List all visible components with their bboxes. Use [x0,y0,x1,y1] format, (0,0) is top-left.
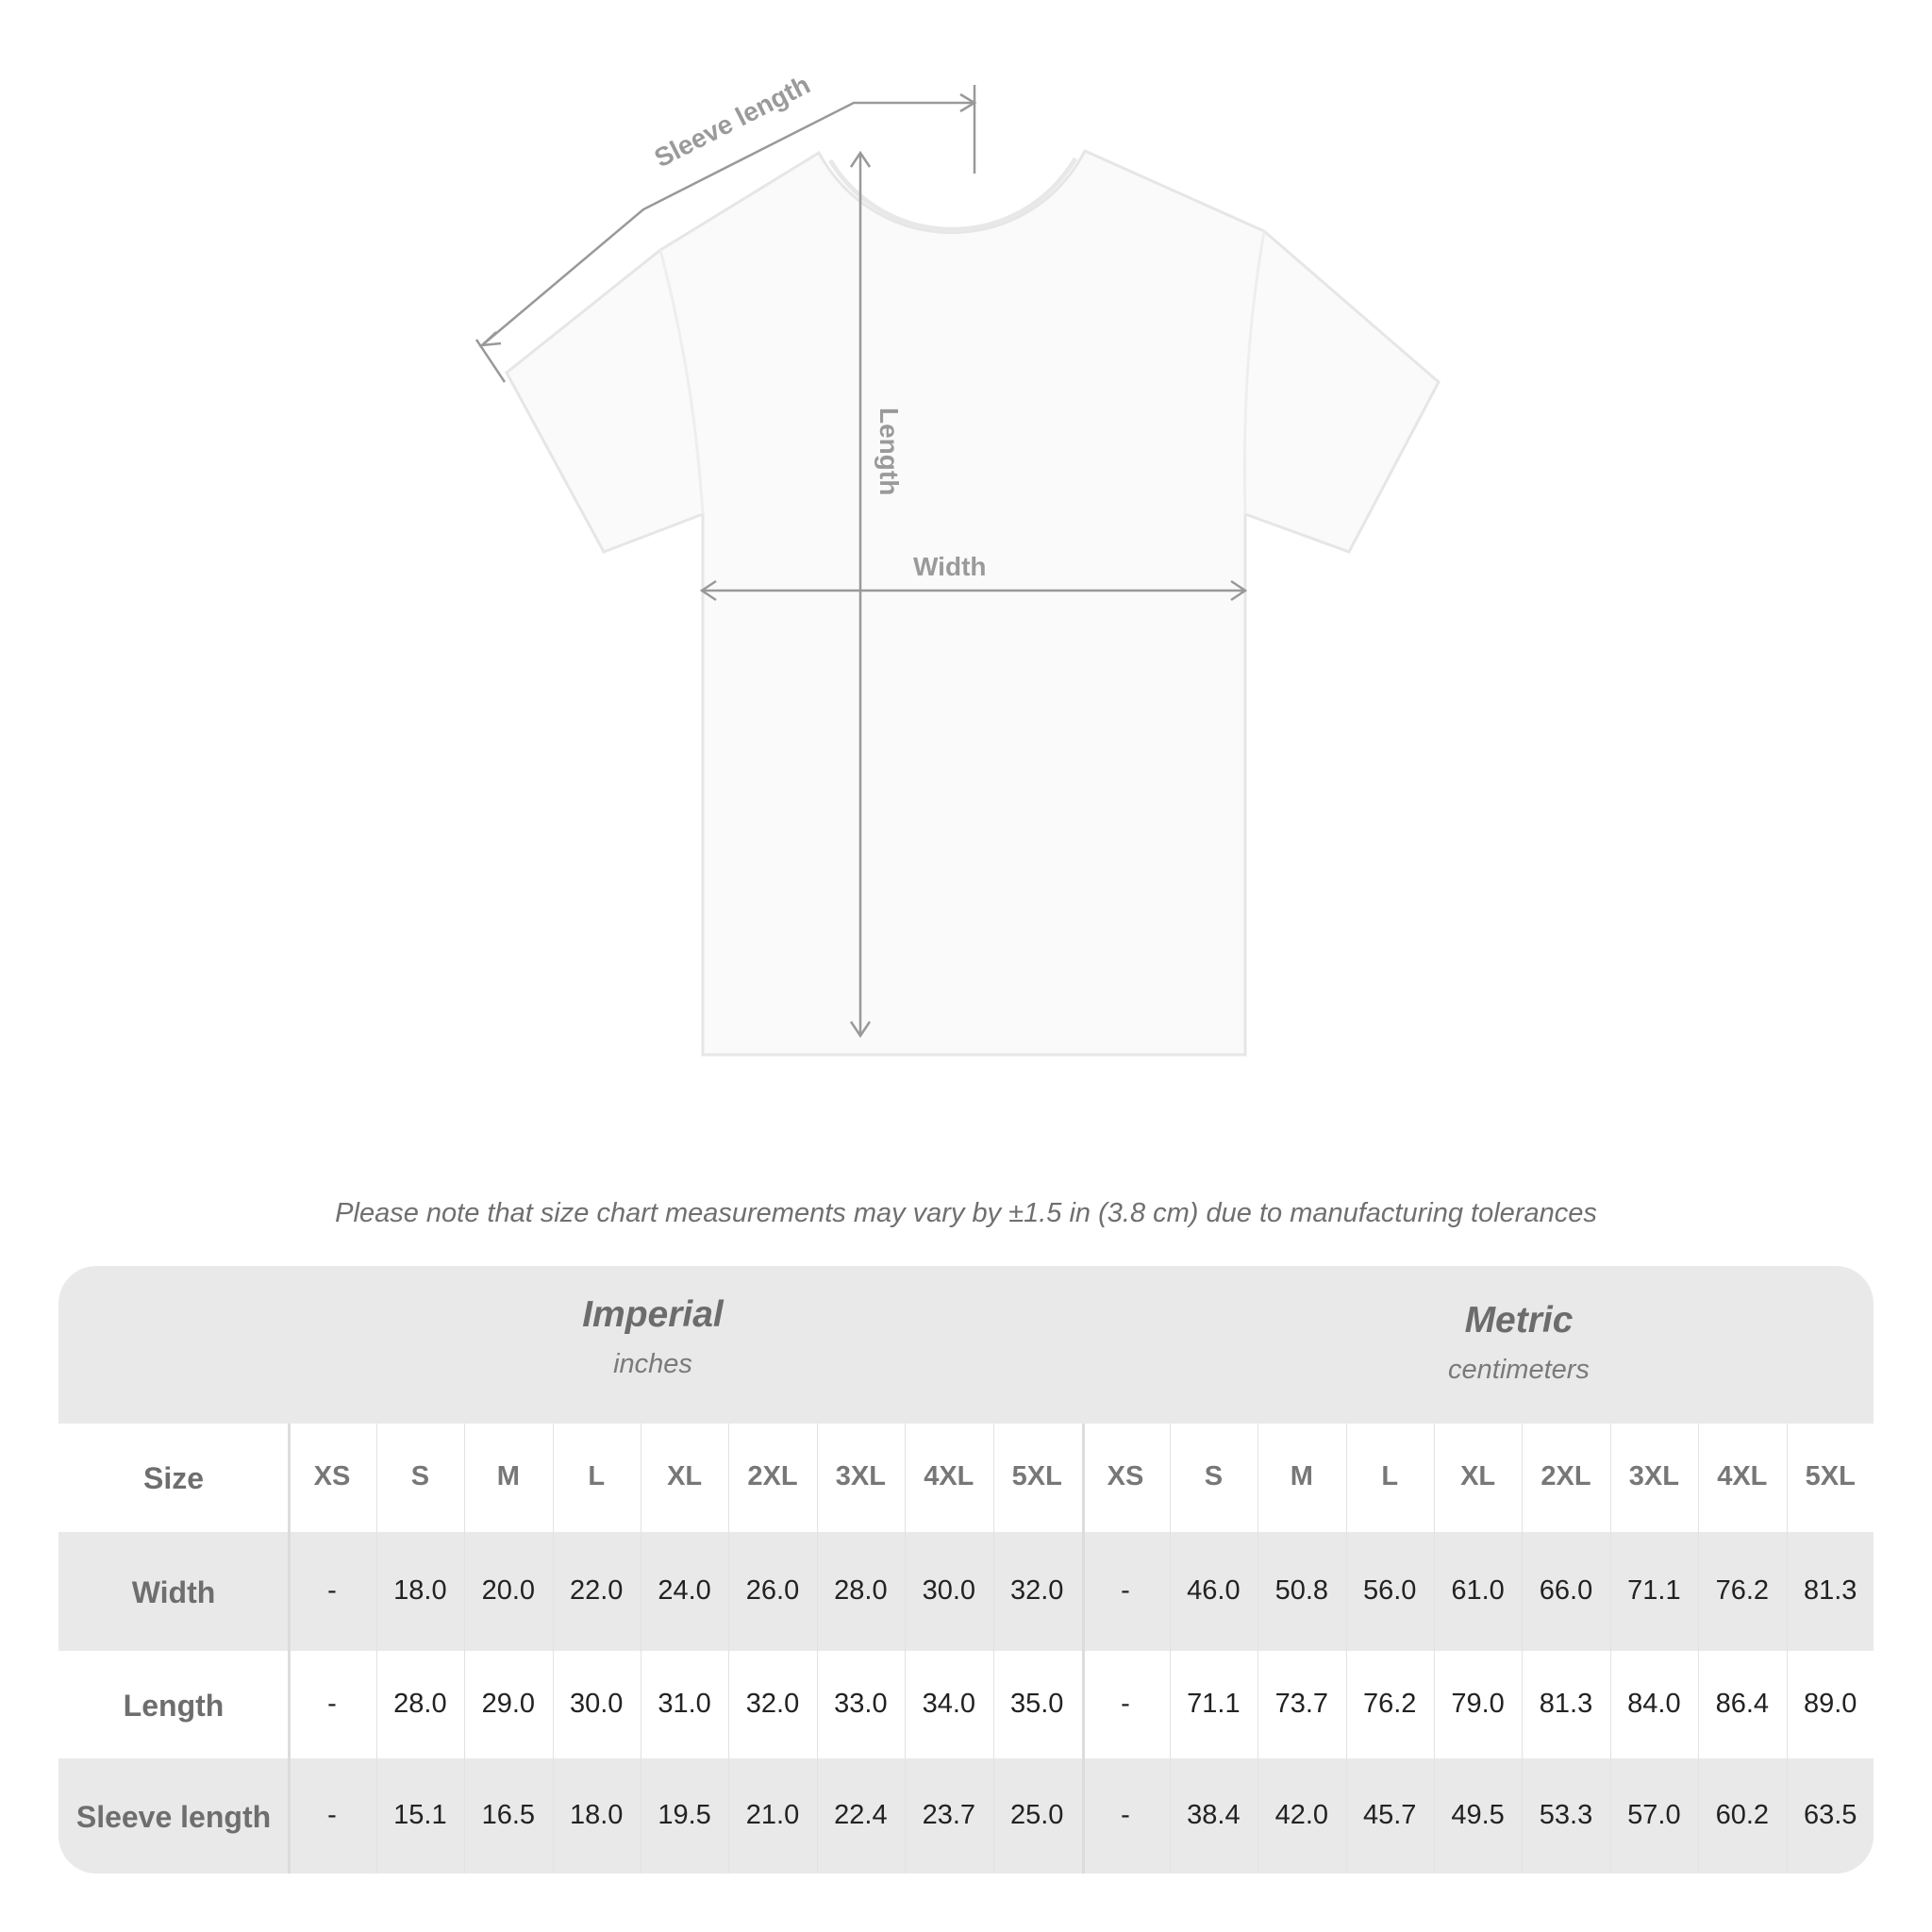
metric-value-cell: 84.0 [1627,1689,1681,1719]
metric-value-cell: 79.0 [1451,1689,1505,1719]
metric-size-header: XS [1107,1461,1144,1491]
metric-size-header: 4XL [1717,1461,1768,1491]
imperial-value-cell: 15.1 [393,1800,447,1830]
metric-value-cell: 45.7 [1362,1800,1417,1830]
length-label: Length [874,408,904,496]
imperial-value-cell: 33.0 [834,1689,888,1719]
metric-value-cell: 76.2 [1715,1575,1770,1606]
size-chart-table [58,1266,1874,1874]
imperial-size-header: 4XL [924,1461,974,1491]
imperial-title: Imperial [582,1294,724,1335]
imperial-size-header: 2XL [747,1461,798,1491]
imperial-size-header: S [410,1461,430,1491]
metric-value-cell: 61.0 [1451,1575,1505,1606]
imperial-value-cell: 29.0 [481,1689,536,1719]
metric-value-cell: 86.4 [1715,1689,1770,1719]
metric-size-header: 5XL [1805,1461,1856,1491]
imperial-size-header: 3XL [835,1461,886,1491]
imperial-value-cell: - [327,1800,337,1830]
imperial-value-cell: 23.7 [922,1800,976,1830]
row-label: Sleeve length [75,1800,272,1834]
metric-value-cell: 57.0 [1627,1800,1681,1830]
row-label: Width [131,1575,216,1609]
sleeve-length-label: Sleeve length [649,69,815,174]
imperial-value-cell: 34.0 [922,1689,976,1719]
metric-value-cell: 71.1 [1627,1575,1681,1606]
metric-value-cell: 46.0 [1187,1575,1241,1606]
metric-value-cell: 60.2 [1715,1800,1770,1830]
imperial-value-cell: 28.0 [393,1689,447,1719]
imperial-size-header: L [588,1461,606,1491]
metric-value-cell: 42.0 [1274,1800,1329,1830]
row-label: Length [123,1689,225,1723]
imperial-value-cell: 35.0 [1009,1689,1064,1719]
metric-value-cell: 89.0 [1803,1689,1857,1719]
metric-value-cell: 50.8 [1274,1575,1329,1606]
metric-value-cell: 73.7 [1274,1689,1329,1719]
width-label: Width [913,552,987,581]
metric-size-header: S [1204,1461,1224,1491]
imperial-value-cell: 26.0 [745,1575,800,1606]
tshirt-shape [507,151,1439,1055]
imperial-size-header: XL [667,1461,703,1491]
metric-value-cell: - [1121,1689,1130,1719]
metric-value-cell: - [1121,1800,1130,1830]
metric-value-cell: 63.5 [1803,1800,1857,1830]
metric-size-header: XL [1460,1461,1496,1491]
metric-size-header: M [1290,1461,1313,1491]
imperial-value-cell: - [327,1575,337,1606]
imperial-value-cell: 22.4 [834,1800,888,1830]
metric-value-cell: 53.3 [1539,1800,1593,1830]
imperial-value-cell: 30.0 [922,1575,976,1606]
size-header-label: Size [142,1461,205,1495]
imperial-value-cell: 32.0 [745,1689,800,1719]
imperial-value-cell: 20.0 [481,1575,536,1606]
metric-value-cell: 66.0 [1539,1575,1593,1606]
imperial-value-cell: 21.0 [745,1800,800,1830]
metric-value-cell: 76.2 [1362,1689,1417,1719]
imperial-value-cell: 32.0 [1009,1575,1064,1606]
metric-value-cell: 71.1 [1187,1689,1241,1719]
metric-value-cell: 81.3 [1539,1689,1593,1719]
imperial-value-cell: - [327,1689,337,1719]
metric-value-cell: 49.5 [1451,1800,1505,1830]
metric-unit: centimeters [1448,1355,1590,1385]
imperial-size-header: M [496,1461,520,1491]
imperial-value-cell: 28.0 [834,1575,888,1606]
metric-size-header: 2XL [1541,1461,1591,1491]
imperial-value-cell: 30.0 [569,1689,624,1719]
imperial-value-cell: 16.5 [481,1800,536,1830]
metric-value-cell: - [1121,1575,1130,1606]
metric-value-cell: 81.3 [1803,1575,1857,1606]
metric-title: Metric [1464,1300,1574,1341]
imperial-value-cell: 22.0 [569,1575,624,1606]
tolerance-note: Please note that size chart measurements may vary by ±1.5 in (3.8 cm) due to manufacturing tolerances [335,1198,1597,1228]
metric-size-header: 3XL [1628,1461,1679,1491]
imperial-value-cell: 18.0 [393,1575,447,1606]
imperial-header [370,1294,936,1380]
imperial-value-cell: 18.0 [569,1800,624,1830]
imperial-unit: inches [613,1349,692,1379]
metric-value-cell: 38.4 [1187,1800,1241,1830]
imperial-value-cell: 31.0 [658,1689,711,1719]
imperial-value-cell: 24.0 [658,1575,711,1606]
metric-header [1236,1300,1802,1386]
metric-value-cell: 56.0 [1362,1575,1417,1606]
metric-size-header: L [1381,1461,1399,1491]
imperial-size-header: XS [313,1461,351,1491]
imperial-value-cell: 19.5 [658,1800,711,1830]
imperial-value-cell: 25.0 [1009,1800,1064,1830]
imperial-size-header: 5XL [1011,1461,1062,1491]
